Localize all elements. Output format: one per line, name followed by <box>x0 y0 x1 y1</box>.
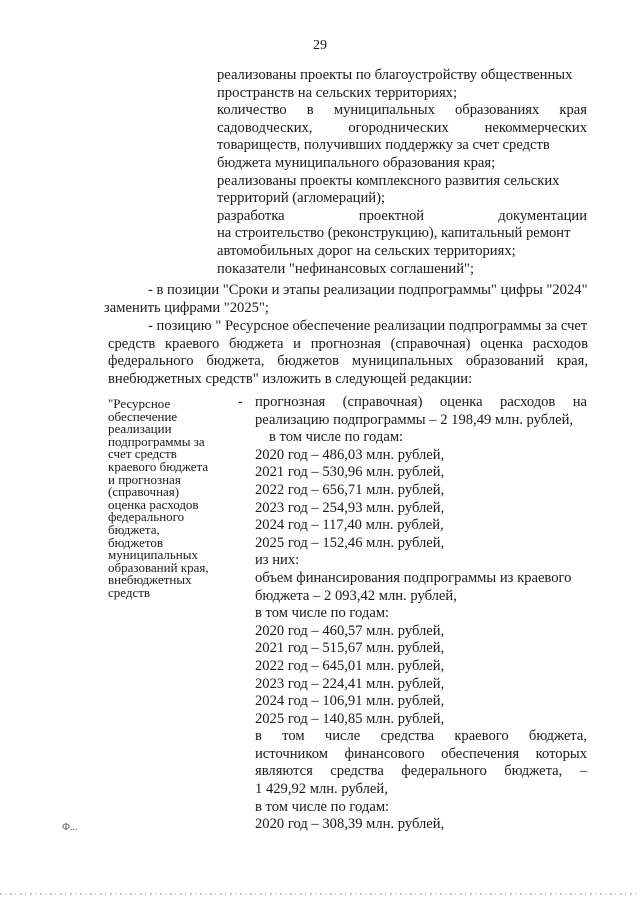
right-cell-line: 2025 год – 140,85 млн. рублей, <box>255 710 445 727</box>
table-dash: - <box>238 394 243 410</box>
right-cell-line: в том числе по годам: <box>255 798 390 815</box>
right-cell-line: 2024 год – 117,40 млн. рублей, <box>255 517 444 534</box>
indicator-line: реализованы проекты по благоустройству общественных <box>217 67 573 83</box>
left-cell-line: реализации <box>108 421 172 437</box>
left-cell-line: федерального <box>108 509 185 525</box>
left-cell-line: (справочная) <box>108 484 180 500</box>
right-cell-line: бюджета – 2 093,42 млн. рублей, <box>255 587 457 604</box>
right-cell-line: являются средства федерального бюджета, – <box>255 763 587 780</box>
left-cell-line: образований края, <box>108 559 209 575</box>
indicators-list <box>217 67 587 278</box>
left-cell-line: оценка расходов <box>108 496 199 512</box>
table-right-cell <box>255 394 587 834</box>
paragraph-line: средств краевого бюджета и прогнозная (справочная) оценка расходов <box>108 335 588 352</box>
right-cell-line: 2025 год – 152,46 млн. рублей, <box>255 534 445 551</box>
right-cell-line: объем финансирования подпрограммы из краевого <box>255 569 572 586</box>
amendment-paragraph-dates <box>104 282 588 317</box>
right-cell-line: 2024 год – 106,91 млн. рублей, <box>255 693 445 710</box>
left-cell-line: средств <box>108 584 151 600</box>
indicator-line: разработка проектной документации <box>217 207 587 224</box>
right-cell-line: в том числе средства краевого бюджета, <box>255 728 587 745</box>
right-cell-line: 2022 год – 645,01 млн. рублей, <box>255 657 445 674</box>
left-cell-line: счет средств <box>108 446 177 462</box>
indicator-line: реализованы проекты комплексного развития сельских <box>217 172 560 189</box>
right-cell-line: в том числе по годам: <box>255 605 390 622</box>
left-cell-line: бюджетов <box>108 534 164 550</box>
left-cell-line: муниципальных <box>108 547 199 563</box>
left-cell-line: подпрограммы за <box>108 433 205 449</box>
indicator-line: товариществ, получивших поддержку за счет средств <box>217 137 550 154</box>
indicator-line: количество в муниципальных образованиях края <box>217 102 587 119</box>
indicator-line: территорий (агломераций); <box>217 190 386 207</box>
left-cell-line: краевого бюджета <box>108 458 209 474</box>
table-left-cell <box>108 398 238 600</box>
right-cell-line: в том числе по годам: <box>269 429 404 446</box>
right-cell-line: реализацию подпрограммы – 2 198,49 млн. рублей, <box>255 411 574 428</box>
left-cell-line: бюджета, <box>108 521 160 537</box>
left-cell-line: внебюджетных <box>108 572 192 588</box>
right-cell-line: 2022 год – 656,71 млн. рублей, <box>255 481 445 498</box>
indicator-line: пространств на сельских территориях; <box>217 84 458 101</box>
right-cell-line: 2023 год – 224,41 млн. рублей, <box>255 675 445 692</box>
right-cell-line: источником финансового обеспечения которых <box>255 745 587 762</box>
right-cell-line: из них: <box>255 552 300 569</box>
right-cell-line: прогнозная (справочная) оценка расходов на <box>255 394 587 410</box>
page-number: 29 <box>313 38 327 53</box>
right-cell-line: 2020 год – 486,03 млн. рублей, <box>255 446 445 463</box>
right-cell-line: 2020 год – 460,57 млн. рублей, <box>255 622 445 639</box>
amendment-paragraph-resources <box>108 318 588 388</box>
paragraph-line: федерального бюджета, бюджетов муниципальных образований края, <box>108 353 588 370</box>
indicator-line: автомобильных дорог на сельских территориях; <box>217 242 516 259</box>
right-cell-line: 2023 год – 254,93 млн. рублей, <box>255 499 445 516</box>
right-cell-line: 2020 год – 308,39 млн. рублей, <box>255 816 445 833</box>
paragraph-line: - в позиции "Сроки и этапы реализации подпрограммы" цифры "2024" <box>148 282 588 298</box>
indicator-line: садоводческих, огороднических некоммерческих <box>217 119 587 136</box>
right-cell-line: 2021 год – 530,96 млн. рублей, <box>255 464 445 481</box>
paragraph-line: внебюджетных средств" изложить в следующей редакции: <box>108 370 473 387</box>
left-cell-line: "Ресурсное <box>108 396 171 411</box>
paragraph-line: заменить цифрами "2025"; <box>104 299 269 316</box>
right-cell-line: 1 429,92 млн. рублей, <box>255 781 388 798</box>
indicator-line: бюджета муниципального образования края; <box>217 154 496 171</box>
indicator-line: на строительство (реконструкцию), капитальный ремонт <box>217 225 571 242</box>
paragraph-line: - позицию " Ресурсное обеспечение реализации подпрограммы за счет <box>148 318 588 334</box>
right-cell-line: 2021 год – 515,67 млн. рублей, <box>255 640 445 657</box>
scan-edge-noise <box>0 892 640 896</box>
indicator-line: показатели "нефинансовых соглашений"; <box>217 260 475 277</box>
margin-mark: Ф... <box>62 822 78 833</box>
left-cell-line: и прогнозная <box>108 471 181 487</box>
left-cell-line: обеспечение <box>108 408 178 424</box>
